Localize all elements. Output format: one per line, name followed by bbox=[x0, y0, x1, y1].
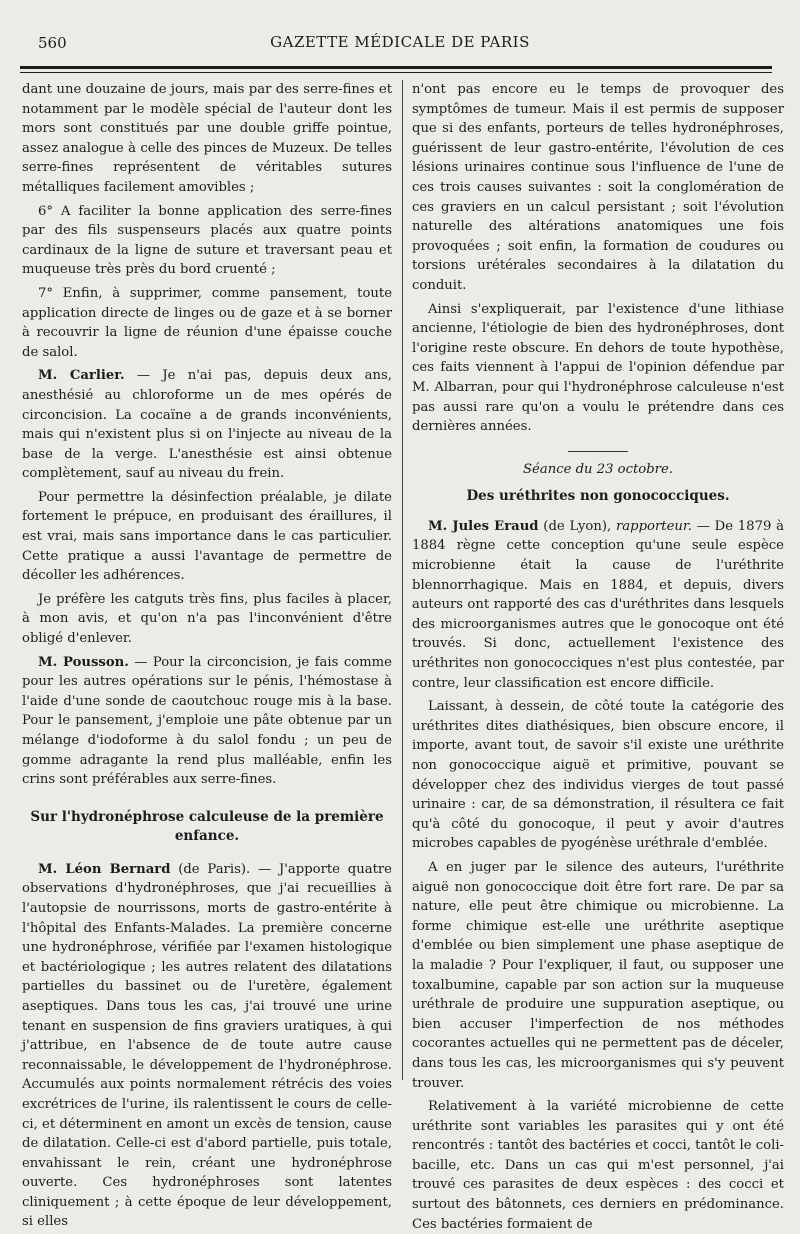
paragraph: Laissant, à dessein, de côté toute la catégorie des uréthrites dites diathésiques, bien obscure encore, il importe, avant tout, de savoir s'il existe une uréthrite non gonococcique aiguë et primitive, pouvant se développer chez des individus vierges de tout passé urinaire : car, de sa démonstration, il résultera ce fait qu'à côté du gonocoque, il peut y avoir d'autres microbes capables de pyogénèse uréthrale d'emblée. bbox=[412, 699, 784, 852]
section-separator bbox=[568, 451, 628, 452]
speaker-name: M. Jules Eraud bbox=[428, 518, 539, 534]
paragraph: Relativement à la variété microbienne de cette uréthrite sont variables les parasites qui y ont été rencontrés : tantôt des bactéries et cocci, tantôt le coli-bacille, etc. Dans un cas qui m'est personnel, j'ai trouvé ces parasites de deux espèces : des cocci et surtout des bâtonnets, ces derniers en prédominance. Ces bactéries formaient de bbox=[412, 1099, 784, 1232]
speaker-text: — Pour la circoncision, je fais comme pour les autres opérations sur le pénis, l'hémostase à l'aide d'une sonde de caoutchouc rouge mis à la base. Pour le pansement, j'emploie une pâte obtenue par un mélange d'iodoforme à du salol fondu ; un peu de gomme adragante la rend plus malléable, enfin les crins sont préférables aux serre-fines. bbox=[22, 654, 392, 788]
speaker-name: M. Pousson. bbox=[38, 654, 129, 670]
page-header bbox=[0, 30, 800, 54]
section-title: Des uréthrites non gonococciques. bbox=[466, 488, 730, 505]
left-column bbox=[22, 80, 392, 1230]
paragraph: Je préfère les catguts très fins, plus faciles à placer, à mon avis, et qu'on n'a pas l'inconvénient d'être obligé d'enlever. bbox=[22, 591, 392, 647]
paragraph: dant une douzaine de jours, mais par des serre-fines et notamment par le modèle spécial de l'auteur dont les mors sont constitués par une double griffe pointue, assez analogue à celle des pinces de Muzeux. De telles serre-fines représentent de véritables sutures métalliques facilement amovibles ; bbox=[22, 82, 392, 195]
header-rule-thin bbox=[20, 72, 772, 73]
paragraph-bernard bbox=[22, 860, 392, 1232]
paragraph: n'ont pas encore eu le temps de provoquer des symptômes de tumeur. Mais il est permis de supposer que si des enfants, porteurs de telles hydronéphroses, guérissent de leur gastro-entérite, l'évolution de ces lésions urinaires continue sous l'influence de l'une de ces trois causes suivantes : soit la conglomération de ces graviers en un calcul persistant ; soit l'évolution naturelle des altérations anatomiques une fois provoquées ; soit enfin, la formation de coudures ou torsions urétérales secondaires à la dilatation du conduit. bbox=[412, 82, 784, 293]
page-number: 560 bbox=[38, 34, 67, 52]
column-divider bbox=[402, 80, 403, 1080]
right-column bbox=[412, 80, 784, 1232]
paragraph-carlier bbox=[22, 366, 392, 484]
speaker-name: M. Carlier. bbox=[38, 368, 125, 384]
speaker-text: — De 1879 à 1884 règne cette conception qu'une seule espèce microbienne était la cause de l'uréthrite blennorrhagique. Mais en 1884, et depuis, divers auteurs ont rapporté des cas d'uréthrites dans lesquels des microorganismes autres que le gonocoque ont été trouvés. Si donc, actuellement l'existence des uréthrites non gonococciques n'est plus contestée, par contre, leur classification est encore difficile. bbox=[412, 518, 784, 691]
running-title: GAZETTE MÉDICALE DE PARIS bbox=[270, 33, 530, 51]
speaker-place: (de Lyon), bbox=[538, 518, 616, 534]
speaker-text: — Je n'ai pas, depuis deux ans, anesthésié au chloroforme un de mes opérés de circoncision. La cocaïne a de grands inconvénients, mais qui n'existent plus si on l'injecte au niveau de la base de la verge. L'anesthésie est ainsi obtenue complètement, sauf au niveau du frein. bbox=[22, 368, 392, 482]
speaker-name: M. Léon Bernard bbox=[38, 861, 171, 877]
paragraph: Pour permettre la désinfection préalable, je dilate fortement le prépuce, en produisant des éraillures, il est vrai, mais sans importance dans le cas particulier. Cette pratique a aussi l'avantage de permettre de décoller les adhérences. bbox=[22, 489, 392, 584]
speaker-text: — J'apporte quatre observations d'hydronéphroses, que j'ai recueillies à l'autopsie de nourrissons, morts de gastro-entérite à l'hôpital des Enfants-Malades. La première concerne une hydronéphrose, vérifiée par l'examen histologique et bactériologique ; les autres relatent des dilatations partielles du bassinet ou de l'uretère, également aseptiques. Dans tous les cas, j'ai trouvé une urine tenant en suspension de fins graviers uratiques, à qui j'attribue, en l'absence de de toute autre cause reconnaissable, le développement de l'hydronéphrose. Accumulés aux points normalement rétrécis des voies excrétrices de l'urine, ils ralentissent le cours de celle-ci, et déterminent en amont un excès de tension, cause de dilatation. Celle-ci est d'abord partielle, puis totale, envahissant le rein, créant une hydronéphrose ouverte. Ces hydronéphroses sont latentes cliniquement ; à cette époque de leur développement, si elles bbox=[22, 861, 392, 1230]
paragraph: Ainsi s'expliquerait, par l'existence d'une lithiase ancienne, l'étiologie de bien des hydronéphroses, dont l'origine reste obscure. En dehors de toute hypothèse, ces faits viennent à l'appui de l'opinion défendue par M. Albarran, pour qui l'hydronéphrose calculeuse n'est pas aussi rare qu'on a voulu le prétendre dans ces dernières années. bbox=[412, 301, 784, 435]
paragraph-eraud bbox=[412, 517, 784, 693]
paragraph: 6° A faciliter la bonne application des serre-fines par des fils suspenseurs placés aux quatre points cardinaux de la ligne de suture et traversant peau et muqueuse très près du bord cruenté ; bbox=[22, 203, 392, 278]
paragraph: A en juger par le silence des auteurs, l'uréthrite aiguë non gonococcique doit être fort rare. De par sa nature, elle peut être chimique ou microbienne. La forme chimique est-elle une uréthrite aseptique d'emblée ou bien simplement une phase aseptique de la maladie ? Pour l'expliquer, il faut, ou supposer une toxalbumine, capable par son action sur la muqueuse uréthrale de produire une suppuration aseptique, ou bien accuser l'imperfection de nos méthodes cocorantes actuelles qui ne permettent pas de déceler, dans tous les cas, les microorganismes qui s'y peuvent trouver. bbox=[412, 859, 784, 1091]
paragraph: 7° Enfin, à supprimer, comme pansement, toute application directe de linges ou de gaze et à se borner à recouvrir la ligne de réunion d'une épaisse couche de salol. bbox=[22, 285, 392, 360]
speaker-role: rapporteur. bbox=[615, 518, 692, 534]
section-title: Sur l'hydronéphrose calculeuse de la première enfance. bbox=[30, 808, 384, 844]
speaker-place: (de Paris). bbox=[170, 861, 251, 877]
session-date: Séance du 23 octobre. bbox=[523, 461, 673, 477]
header-rule-thick bbox=[20, 66, 772, 69]
paragraph-pousson bbox=[22, 653, 392, 790]
